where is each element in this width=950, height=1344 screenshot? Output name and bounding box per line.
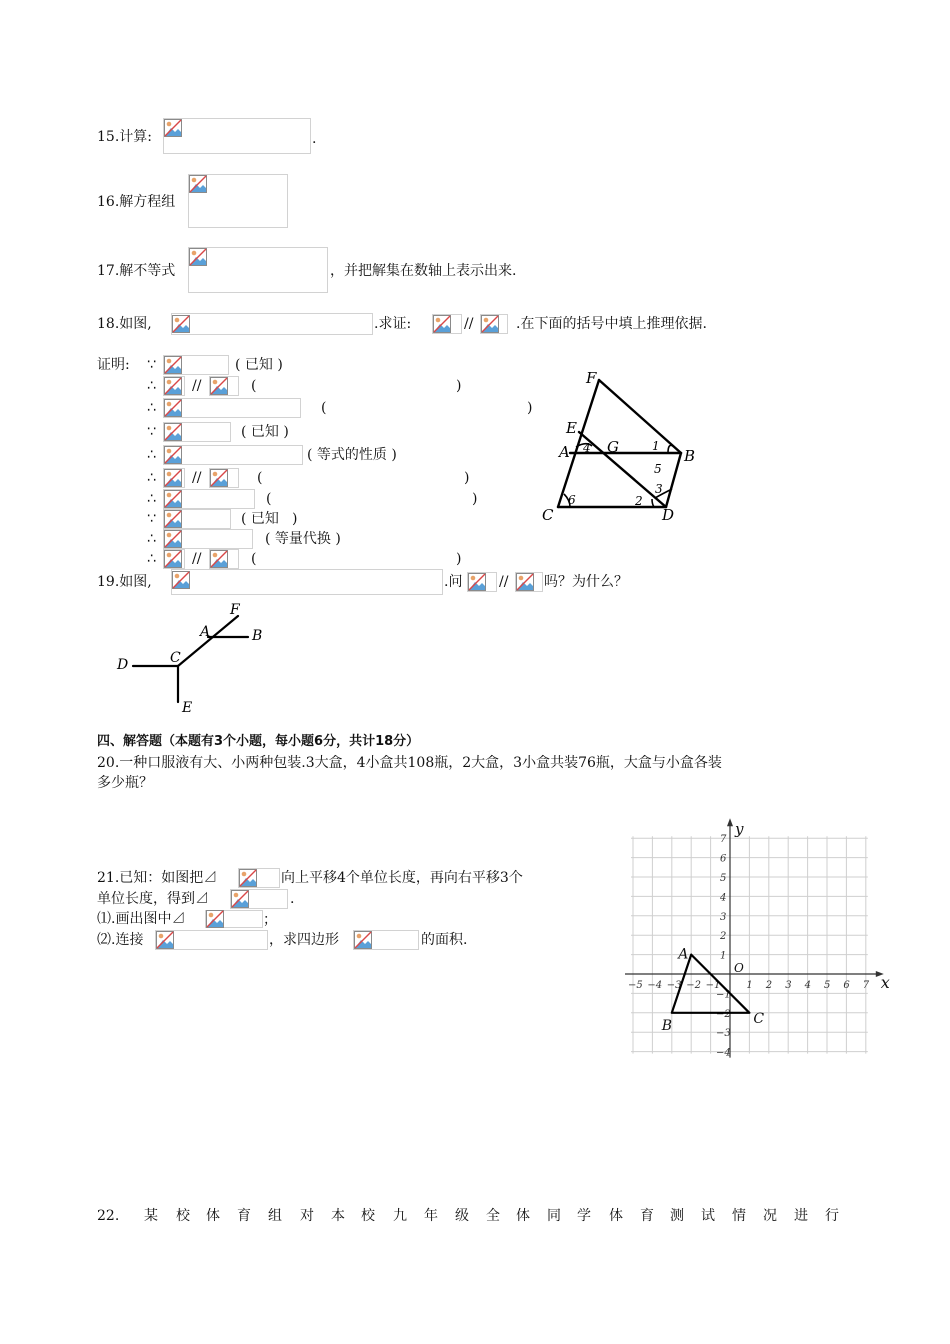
- broken-image-icon: [164, 469, 182, 487]
- label-E: E: [182, 700, 193, 716]
- label-angle-1: 1: [652, 439, 660, 453]
- label-F: F: [230, 602, 240, 618]
- q22-char: 某: [144, 1208, 158, 1224]
- broken-image-icon: [156, 931, 174, 949]
- label-E: E: [566, 419, 577, 437]
- broken-image-icon: [172, 315, 190, 333]
- broken-image-icon: [164, 356, 182, 374]
- broken-image-icon: [164, 446, 182, 464]
- q22-char: 对: [300, 1208, 314, 1224]
- x-tick-label: −4: [647, 980, 663, 991]
- x-axis-label: x: [880, 973, 890, 992]
- label-B: B: [252, 628, 263, 644]
- broken-image-icon: [164, 550, 182, 568]
- broken-image-icon: [210, 377, 228, 395]
- q19-label: 19.如图,: [97, 574, 152, 590]
- proof-row-10-reason-2: ): [456, 551, 462, 567]
- origin-label: O: [734, 961, 744, 975]
- x-tick-label: −3: [666, 980, 682, 991]
- label-angle-2: 2: [635, 494, 643, 508]
- proof-row-2-reason-1: (: [251, 378, 257, 394]
- q19-tail: 吗？为什么？: [544, 574, 628, 590]
- broken-image-icon: [231, 890, 249, 908]
- q22-char: 育: [640, 1208, 654, 1224]
- label-D: D: [117, 657, 129, 673]
- label-F: F: [586, 369, 597, 387]
- q15-formula-box: [163, 118, 311, 154]
- q22-char: 组: [268, 1208, 282, 1224]
- q15-end: .: [312, 131, 317, 147]
- q21-line1b: 向上平移4个单位长度，再向右平移3个: [281, 870, 523, 886]
- q17-label: 17.解不等式: [97, 263, 176, 279]
- proof-row-2-reason-2: ): [456, 378, 462, 394]
- q22-char: 年: [424, 1208, 438, 1224]
- q22-char: 九: [393, 1208, 407, 1224]
- broken-image-icon: [206, 910, 224, 928]
- y-tick-label: 5: [720, 873, 727, 884]
- q22-char: 同: [547, 1208, 561, 1224]
- q18-parallel: //: [464, 316, 474, 332]
- label-A: A: [559, 443, 570, 461]
- broken-image-icon: [164, 530, 182, 548]
- label-A: A: [200, 624, 211, 640]
- proof-because-symbol-8: ∵: [147, 511, 156, 527]
- label-C: C: [170, 650, 181, 666]
- vertex-C-label: C: [753, 1010, 765, 1027]
- q19-ask: .问: [444, 574, 463, 590]
- q22-char: 体: [206, 1208, 220, 1224]
- x-tick-label: 7: [862, 980, 870, 991]
- proof-row-6-parallel: //: [192, 470, 202, 486]
- q22-char: 校: [176, 1208, 190, 1224]
- q18-given-box: [171, 313, 373, 335]
- proof-row-4-reason-1: ( 已知 ): [241, 424, 289, 440]
- x-tick-label: −5: [628, 980, 643, 991]
- broken-image-icon: [172, 571, 190, 589]
- q22-char: 学: [577, 1208, 591, 1224]
- proof-row-6-reason-1: (: [257, 470, 263, 486]
- q20-line2: 多少瓶？: [97, 775, 153, 791]
- q22-number: 22.: [97, 1208, 120, 1224]
- broken-image-icon: [189, 248, 207, 266]
- proof-therefore-symbol-9: ∴: [147, 531, 156, 547]
- y-tick-label: 4: [720, 892, 727, 904]
- coordinate-grid: [620, 815, 890, 1065]
- broken-image-icon: [164, 510, 182, 528]
- proof-therefore-symbol-3: ∴: [147, 400, 156, 416]
- y-axis-arrow: [727, 818, 733, 826]
- q18-figure: [535, 365, 705, 525]
- proof-row-3-box-1: [163, 398, 301, 418]
- broken-image-icon: [210, 469, 228, 487]
- proof-row-8-reason-1: ( 已知: [241, 511, 279, 527]
- broken-image-icon: [164, 490, 182, 508]
- x-tick-label: 6: [843, 980, 850, 991]
- proof-row-5-box-1: [163, 445, 303, 465]
- label-C: C: [542, 506, 554, 524]
- y-axis-label: y: [735, 820, 744, 839]
- y-tick-label: 1: [720, 950, 727, 962]
- broken-image-icon: [164, 377, 182, 395]
- q21-item1-end: ；: [263, 912, 277, 928]
- q21-line1a: 21.已知：如图把⊿: [97, 870, 218, 886]
- proof-row-3-reason-1: (: [321, 400, 327, 416]
- broken-image-icon: [433, 315, 451, 333]
- y-tick-label: −4: [716, 1047, 731, 1059]
- q19-given-box: [171, 569, 443, 595]
- proof-row-5-reason-1: ( 等式的性质 ): [307, 447, 397, 463]
- q22-char: 全: [486, 1208, 500, 1224]
- q21-item2c: 的面积.: [421, 932, 468, 948]
- proof-row-8-reason-2: ): [292, 511, 298, 527]
- broken-image-icon: [481, 315, 499, 333]
- proof-row-10-reason-1: (: [251, 551, 257, 567]
- vertex-A-label: A: [678, 946, 689, 963]
- q22-char: 本: [331, 1208, 345, 1224]
- y-tick-label: 3: [720, 911, 727, 923]
- q17-formula-box: [188, 247, 328, 293]
- label-angle-3: 3: [655, 482, 663, 496]
- q22-char: 校: [361, 1208, 375, 1224]
- x-tick-label: 3: [785, 980, 792, 991]
- q19-parallel: //: [499, 574, 509, 590]
- broken-image-icon: [164, 119, 182, 137]
- broken-image-icon: [354, 931, 372, 949]
- proof-therefore-symbol-5: ∴: [147, 447, 156, 463]
- q22-line: [97, 1206, 842, 1226]
- broken-image-icon: [210, 550, 228, 568]
- proof-row-10-parallel: //: [192, 551, 202, 567]
- section4-title: 四、解答题（本题有3个小题，每小题6分，共计18分）: [97, 734, 420, 749]
- proof-row-6-reason-2: ): [464, 470, 470, 486]
- line-BD: [666, 453, 681, 507]
- q15-label: 15.计算:: [97, 129, 152, 145]
- broken-image-icon: [164, 399, 182, 417]
- q22-char: 级: [455, 1208, 469, 1224]
- q20-line1: 20.一种口服液有大、小两种包装.3大盒，4小盒共108瓶，2大盒，3小盒共装76瓶，大盒与小盒各装: [97, 755, 722, 771]
- label-B: B: [684, 447, 696, 465]
- proof-row-7-reason-1: (: [266, 491, 272, 507]
- q19-figure: [110, 598, 270, 718]
- y-tick-label: −3: [716, 1028, 731, 1040]
- broken-image-icon: [189, 175, 207, 193]
- proof-row-7-reason-2: ): [472, 491, 478, 507]
- q22-char: 体: [516, 1208, 530, 1224]
- q21-line2b: .: [290, 891, 295, 907]
- q17-tail: ，并把解集在数轴上表示出来.: [330, 263, 517, 279]
- label-angle-5: 5: [654, 462, 662, 476]
- q21-item2b: ，求四边形: [269, 932, 339, 948]
- q18-prove: .求证:: [374, 316, 412, 332]
- label-angle-4: 4: [583, 441, 591, 455]
- y-tick-label: 2: [720, 931, 727, 943]
- y-tick-label: −1: [716, 989, 731, 1001]
- x-tick-label: 5: [824, 980, 831, 991]
- q16-label: 16.解方程组: [97, 194, 176, 210]
- proof-because-symbol-1: ∵: [147, 357, 156, 373]
- proof-row-2-parallel: //: [192, 378, 202, 394]
- label-G: G: [607, 438, 619, 456]
- proof-therefore-symbol-10: ∴: [147, 551, 156, 567]
- x-tick-label: −1: [705, 980, 721, 991]
- proof-therefore-symbol-7: ∴: [147, 491, 156, 507]
- q21-item2a: ⑵.连接: [97, 932, 144, 948]
- q22-char: 进: [794, 1208, 808, 1224]
- proof-row-9-reason-1: ( 等量代换 ): [265, 531, 341, 547]
- q18-tail: .在下面的括号中填上推理依据.: [516, 316, 707, 332]
- q18-label: 18.如图,: [97, 316, 152, 332]
- broken-image-icon: [239, 869, 257, 887]
- broken-image-icon: [468, 573, 486, 591]
- x-tick-label: 4: [804, 980, 811, 991]
- x-tick-label: 1: [746, 980, 753, 991]
- proof-therefore-symbol-2: ∴: [147, 378, 156, 394]
- proof-intro: 证明:: [97, 357, 130, 373]
- q22-char: 行: [825, 1208, 839, 1224]
- q21-line2a: 单位长度，得到⊿: [97, 891, 209, 907]
- broken-image-icon: [516, 573, 534, 591]
- vertex-B-label: B: [661, 1017, 673, 1034]
- proof-because-symbol-4: ∵: [147, 424, 156, 440]
- y-tick-label: −2: [716, 1008, 731, 1020]
- x-tick-label: 2: [765, 980, 773, 991]
- q21-item1: ⑴.画出图中⊿: [97, 911, 186, 927]
- proof-row-1-reason-1: ( 已知 ): [235, 357, 283, 373]
- q22-char: 体: [609, 1208, 623, 1224]
- q22-char: 育: [237, 1208, 251, 1224]
- y-tick-label: 6: [720, 853, 727, 865]
- q22-char: 情: [732, 1208, 746, 1224]
- proof-row-3-reason-2: ): [527, 400, 533, 416]
- q22-char: 况: [763, 1208, 777, 1224]
- y-tick-label: 7: [720, 834, 727, 846]
- q22-char: 试: [701, 1208, 715, 1224]
- label-angle-6: 6: [568, 493, 576, 507]
- broken-image-icon: [164, 423, 182, 441]
- label-D: D: [662, 506, 675, 524]
- x-tick-label: −2: [686, 980, 701, 991]
- proof-therefore-symbol-6: ∴: [147, 470, 156, 486]
- q22-char: 测: [670, 1208, 684, 1224]
